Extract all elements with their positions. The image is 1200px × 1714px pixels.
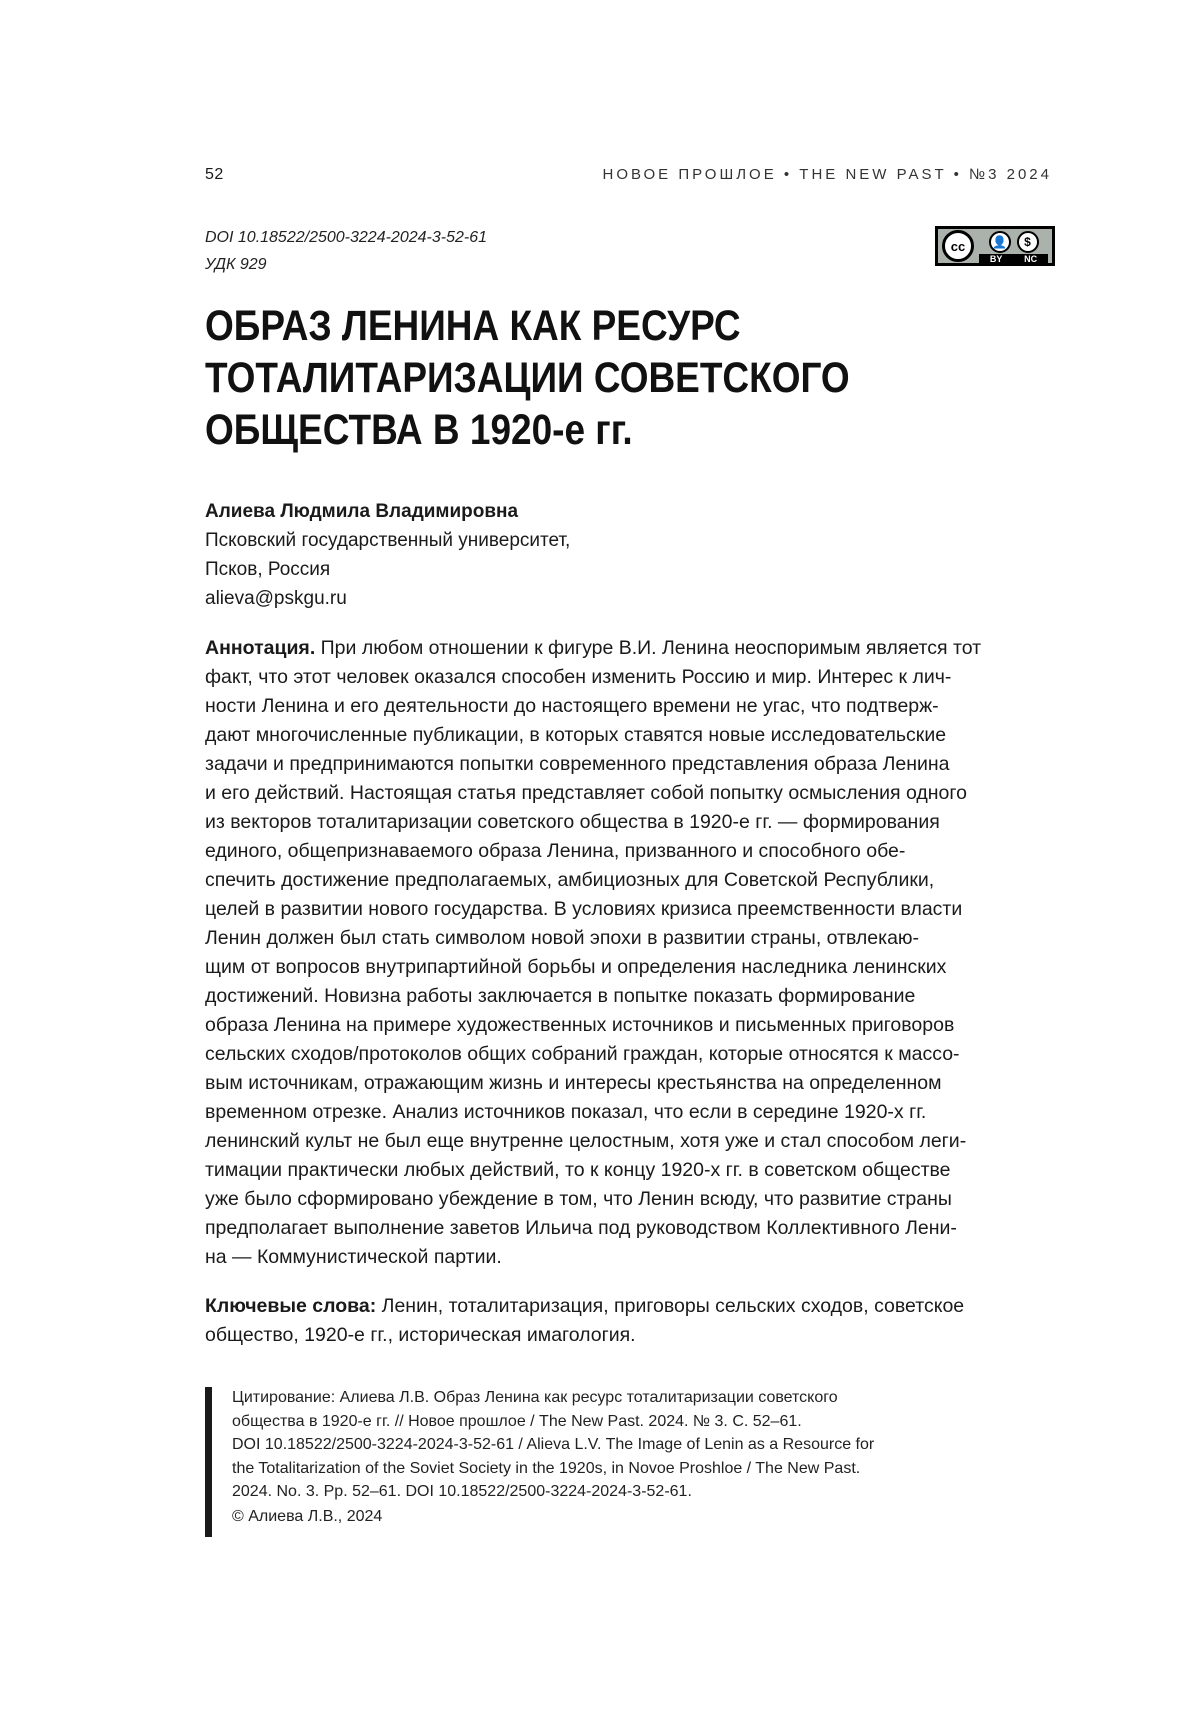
citation-bar	[205, 1387, 212, 1537]
abstract	[205, 634, 1057, 1272]
running-header: НОВОЕ ПРОШЛОЕ • THE NEW PAST • №3 2024	[602, 166, 1052, 183]
cc-license-badge[interactable]	[935, 226, 1055, 266]
abstract-line: предполагает выполнение заветов Ильича под руководством Коллективного Лени-	[205, 1214, 1057, 1243]
keywords-label: Ключевые слова:	[205, 1295, 376, 1317]
attribution-person-icon: 👤	[989, 231, 1011, 253]
doi-block	[205, 224, 487, 278]
author-block	[205, 497, 570, 613]
abstract-line: достижений. Новизна работы заключается в попытке показать формирование	[205, 982, 1057, 1011]
udk-code: УДК 929	[205, 251, 487, 278]
abstract-line: тимации практически любых действий, то к концу 1920-х гг. в советском обществе	[205, 1156, 1057, 1185]
abstract-line: факт, что этот человек оказался способен изменить Россию и мир. Интерес к лич-	[205, 663, 1057, 692]
abstract-line: единого, общепризнаваемого образа Ленина, призванного и способного обе-	[205, 837, 1057, 866]
citation-line: Цитирование: Алиева Л.В. Образ Ленина как ресурс тоталитаризации советского	[232, 1386, 952, 1410]
author-location: Псков, Россия	[205, 555, 570, 584]
noncommercial-icon: $	[1017, 231, 1039, 253]
author-email[interactable]: alieva@pskgu.ru	[205, 584, 570, 613]
abstract-line: дают многочисленные публикации, в которых ставятся новые исследовательские	[205, 721, 1057, 750]
author-name: Алиева Людмила Владимировна	[205, 497, 570, 526]
abstract-line: Ленин должен был стать символом новой эпохи в развитии страны, отвлекаю-	[205, 924, 1057, 953]
abstract-line: щим от вопросов внутрипартийной борьбы и определения наследника ленинских	[205, 953, 1057, 982]
keywords-line: Ключевые слова: Ленин, тоталитаризация, приговоры сельских сходов, советское	[205, 1292, 1057, 1321]
citation-line: DOI 10.18522/2500-3224-2024-3-52-61 / Alieva L.V. The Image of Lenin as a Resource for	[232, 1433, 952, 1457]
abstract-label: Аннотация.	[205, 637, 315, 659]
license-by-label: BY	[990, 254, 1003, 265]
license-nc-label: NC	[1024, 254, 1037, 265]
title-line: ТОТАЛИТАРИЗАЦИИ СОВЕТСКОГО	[205, 352, 876, 404]
citation-line: 2024. No. 3. Pp. 52–61. DOI 10.18522/2500-3224-2024-3-52-61.	[232, 1480, 952, 1504]
citation-line: the Totalitarization of the Soviet Society in the 1920s, in Novoe Proshloe / The New Past.	[232, 1457, 952, 1481]
author-affiliation: Псковский государственный университет,	[205, 526, 570, 555]
abstract-line: задачи и предпринимаются попытки современного представления образа Ленина	[205, 750, 1057, 779]
abstract-line: уже было сформировано убеждение в том, что Ленин всюду, что развитие страны	[205, 1185, 1057, 1214]
citation-line: общества в 1920-е гг. // Новое прошлое / The New Past. 2024. № 3. С. 52–61.	[232, 1410, 952, 1434]
cc-icon: cc	[942, 230, 974, 262]
abstract-line: и его действий. Настоящая статья представляет собой попытку осмысления одного	[205, 779, 1057, 808]
abstract-line: спечить достижение предполагаемых, амбициозных для Советской Республики,	[205, 866, 1057, 895]
abstract-line: временном отрезке. Анализ источников показал, что если в середине 1920-х гг.	[205, 1098, 1057, 1127]
abstract-line: ленинский культ не был еще внутренне целостным, хотя уже и стал способом леги-	[205, 1127, 1057, 1156]
abstract-line: на — Коммунистической партии.	[205, 1243, 1057, 1272]
doi-link[interactable]: DOI 10.18522/2500-3224-2024-3-52-61	[205, 224, 487, 251]
title-line: ОБРАЗ ЛЕНИНА КАК РЕСУРС	[205, 300, 876, 352]
title-line: ОБЩЕСТВА В 1920-е гг.	[205, 404, 876, 456]
citation-block	[232, 1386, 952, 1504]
abstract-line: Аннотация. При любом отношении к фигуре В.И. Ленина неоспоримым является тот	[205, 634, 1057, 663]
copyright: © Алиева Л.В., 2024	[232, 1508, 382, 1526]
abstract-line: вым источникам, отражающим жизнь и интересы крестьянства на определенном	[205, 1069, 1057, 1098]
abstract-line: образа Ленина на примере художественных источников и письменных приговоров	[205, 1011, 1057, 1040]
keywords	[205, 1292, 1057, 1350]
abstract-line: сельских сходов/протоколов общих собраний граждан, которые относятся к массо-	[205, 1040, 1057, 1069]
abstract-line: целей в развитии нового государства. В условиях кризиса преемственности власти	[205, 895, 1057, 924]
page-number: 52	[205, 166, 224, 184]
keywords-line: общество, 1920-е гг., историческая имагология.	[205, 1321, 1057, 1350]
abstract-line: ности Ленина и его деятельности до настоящего времени не угас, что подтверж-	[205, 692, 1057, 721]
license-terms-block	[979, 229, 1048, 263]
abstract-line: из векторов тоталитаризации советского общества в 1920-е гг. — формирования	[205, 808, 1057, 837]
article-title	[205, 300, 876, 456]
